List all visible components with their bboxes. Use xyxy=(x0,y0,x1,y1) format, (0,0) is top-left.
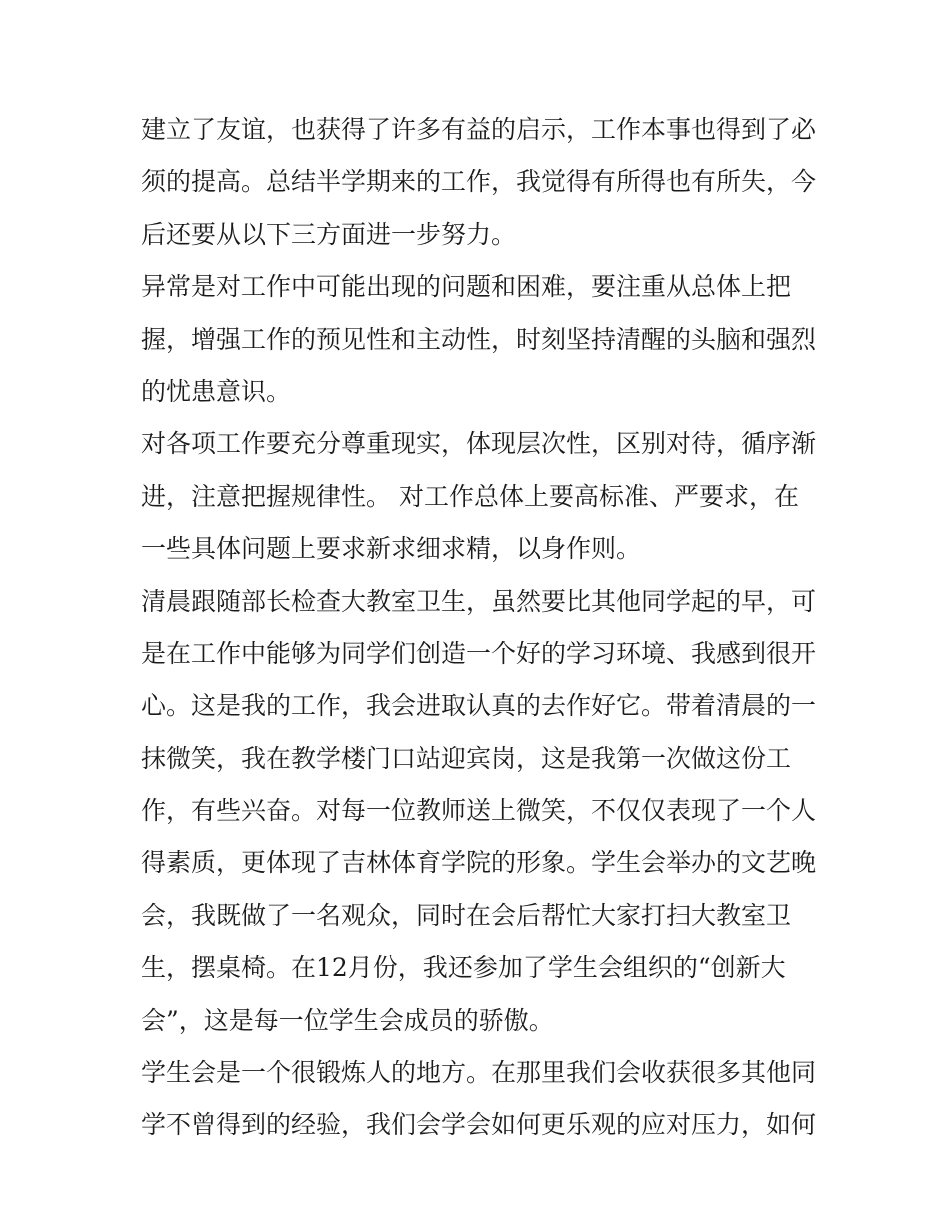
text-line: 须的提高。总结半学期来的工作，我觉得有所得也有所失，今 xyxy=(141,167,817,197)
text-line: 心。这是我的工作，我会进取认真的去作好它。带着清晨的一 xyxy=(141,691,817,721)
body-text xyxy=(141,104,817,1152)
text-line: 清晨跟随部长检查大教室卫生，虽然要比其他同学起的早，可 xyxy=(141,586,817,616)
text-line: 一些具体问题上要求新求细求精，以身作则。 xyxy=(141,534,642,564)
text-line: 得素质，更体现了吉林体育学院的形象。学生会举办的文艺晚 xyxy=(141,848,817,878)
text-line: 作，有些兴奋。对每一位教师送上微笑，不仅仅表现了一个人 xyxy=(141,796,817,826)
text-line: 会”，这是每一位学生会成员的骄傲。 xyxy=(141,1005,554,1035)
text-line: 对各项工作要充分尊重现实，体现层次性，区别对待，循序渐 xyxy=(141,429,817,459)
text-line: 抹微笑，我在教学楼门口站迎宾岗，这是我第一次做这份工 xyxy=(141,743,792,773)
text-line: 生，摆桌椅。在12月份，我还参加了学生会组织的“创新大 xyxy=(141,953,786,983)
text-line: 学不曾得到的经验，我们会学会如何更乐观的应对压力，如何 xyxy=(141,1110,817,1140)
text-line: 进，注意把握规律性。 对工作总体上要高标准、严要求，在 xyxy=(141,481,799,511)
text-line: 异常是对工作中可能出现的问题和困难，要注重从总体上把 xyxy=(141,272,792,302)
text-line: 会，我既做了一名观众，同时在会后帮忙大家打扫大教室卫 xyxy=(141,900,792,930)
text-line: 是在工作中能够为同学们创造一个好的学习环境、我感到很开 xyxy=(141,638,817,668)
text-line: 学生会是一个很锻炼人的地方。在那里我们会收获很多其他同 xyxy=(141,1058,817,1088)
text-line: 的忧患意识。 xyxy=(141,376,292,406)
text-line: 建立了友谊，也获得了许多有益的启示，工作本事也得到了必 xyxy=(141,115,817,144)
text-line: 握，增强工作的预见性和主动性，时刻坚持清醒的头脑和强烈 xyxy=(141,324,817,354)
text-line: 后还要从以下三方面进一步努力。 xyxy=(141,219,517,249)
